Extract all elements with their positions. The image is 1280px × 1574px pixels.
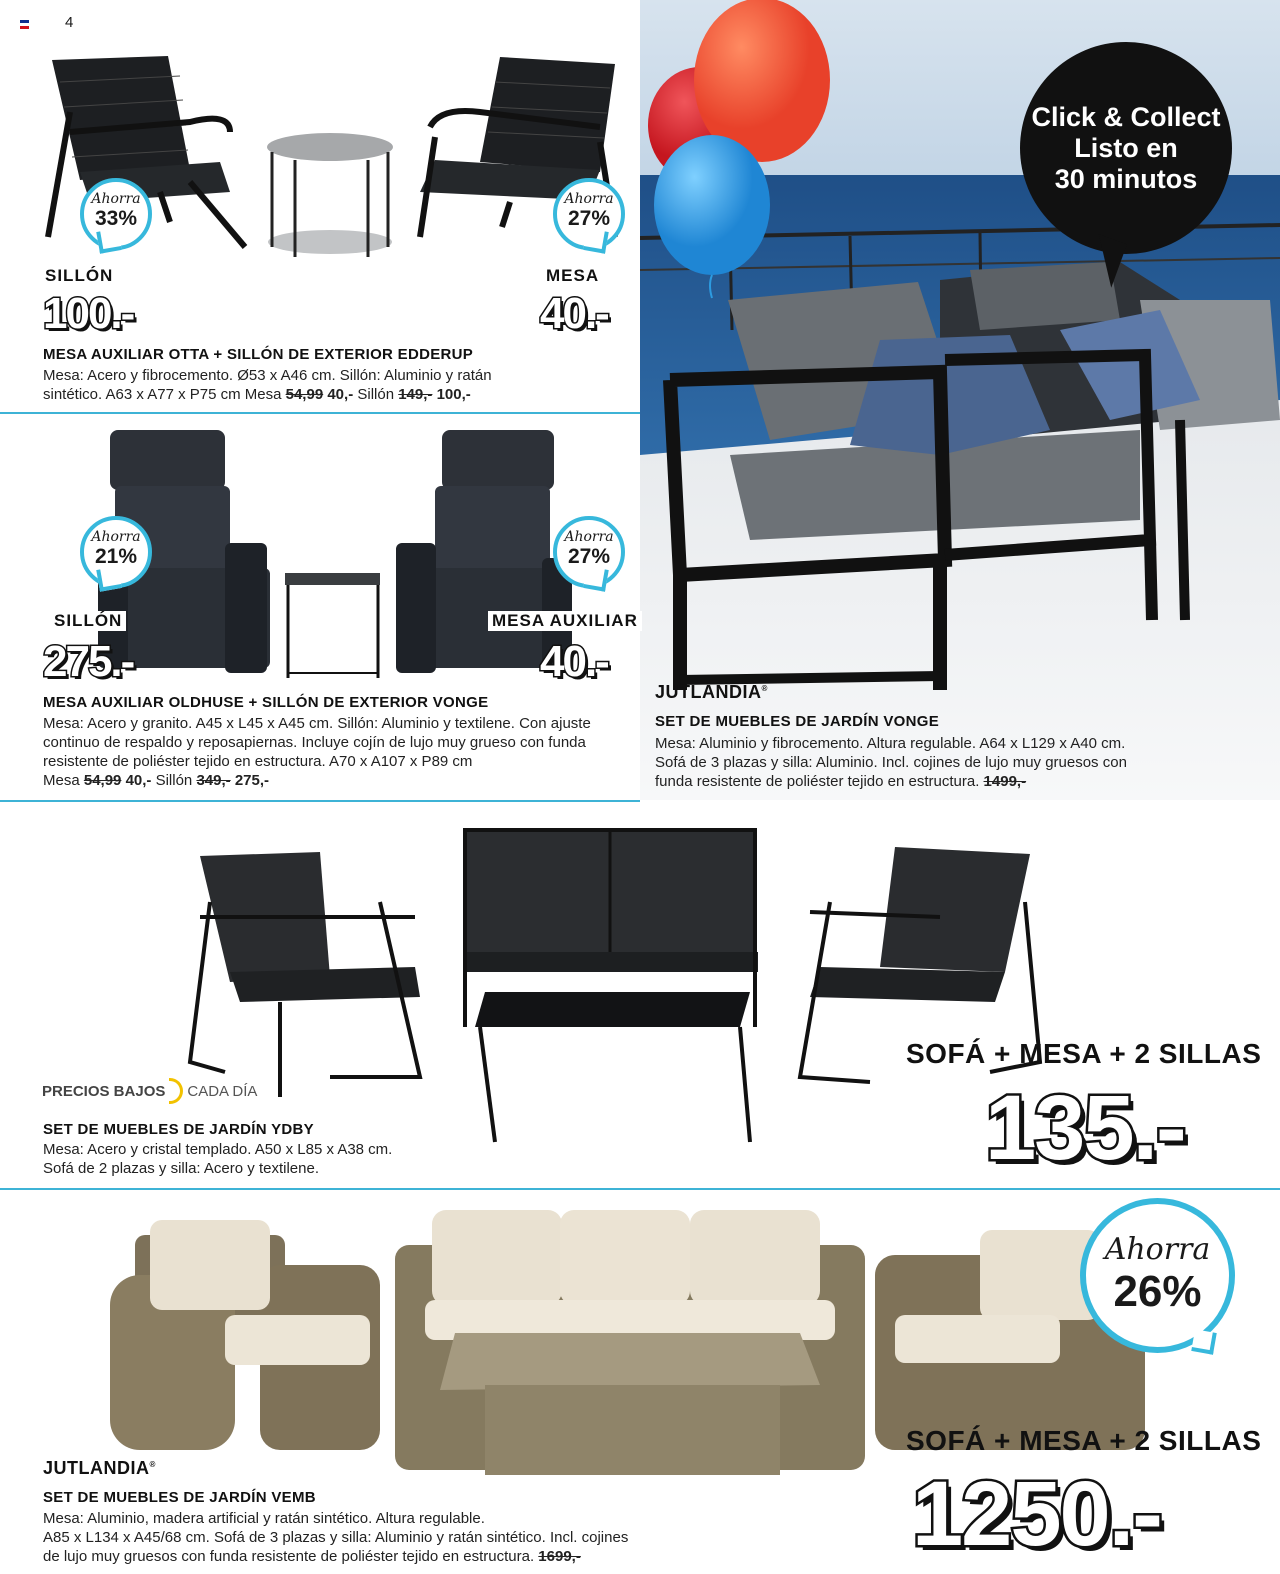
savings-percent: 27% (567, 545, 611, 568)
new-price: 40,- (323, 386, 354, 403)
product-title: SET DE MUEBLES DE JARDÍN YDBY (43, 1121, 314, 1138)
desc-line: continuo de respaldo y reposapiernas. Incluye cojín de lujo muy grueso con funda (43, 734, 586, 751)
savings-label: Ahorra (91, 529, 141, 545)
product-label: MESA (546, 266, 600, 285)
product-desc (43, 366, 633, 404)
badge-sub-text: CADA DÍA (187, 1082, 258, 1100)
old-price: 1499,- (983, 773, 1027, 790)
product-label: SOFÁ + MESA + 2 SILLAS (906, 1425, 1262, 1456)
divider (0, 1188, 1280, 1190)
product-label: MESA AUXILIAR (488, 611, 642, 631)
old-price: 54,99 (285, 386, 324, 403)
click-collect-line: Click & Collect (1031, 102, 1221, 132)
desc-line: resistente de poliéster tejido en estructura. A70 x A107 x P89 cm (43, 753, 473, 770)
desc-line: Sofá de 2 plazas y silla: Acero y textilene. (43, 1160, 319, 1177)
desc-line: Sillón (353, 386, 399, 403)
product-label: SOFÁ + MESA + 2 SILLAS (906, 1038, 1262, 1069)
savings-percent: 21% (94, 545, 138, 568)
price: 135.- (985, 1077, 1185, 1179)
savings-label: Ahorra (91, 191, 141, 207)
savings-bubble (80, 178, 152, 250)
flag-icon (20, 20, 29, 29)
savings-bubble (1080, 1198, 1235, 1353)
product-label: SILLÓN (50, 611, 126, 631)
new-price: 100,- (432, 386, 471, 403)
savings-bubble (553, 516, 625, 588)
product-title: SET DE MUEBLES DE JARDÍN VEMB (43, 1489, 316, 1506)
old-price: 349,- (196, 772, 231, 789)
savings-bubble (553, 178, 625, 250)
price: 40.- (540, 289, 608, 338)
product-label: SILLÓN (45, 266, 114, 285)
divider (0, 412, 640, 414)
old-price: 149,- (398, 386, 433, 403)
product4-brand: JUTLANDIA® (43, 1458, 156, 1478)
divider (0, 800, 640, 802)
hero-title: SET DE MUEBLES DE JARDÍN VONGE (655, 713, 940, 730)
brand-name: JUTLANDIA (43, 1458, 150, 1478)
click-collect-line: Listo en (1074, 133, 1178, 163)
click-collect-badge (1020, 42, 1232, 254)
old-price: 1699,- (538, 1548, 581, 1565)
desc-line: Sofá de 3 plazas y silla: Aluminio. Incl. cojines de lujo muy gruesos con (655, 754, 1127, 771)
desc-line: de lujo muy gruesos con funda resistente de poliéster tejido en estructura. (43, 1548, 539, 1565)
product-desc (43, 1140, 543, 1178)
desc-line: Mesa (43, 772, 84, 789)
price: 275.- (43, 637, 134, 686)
savings-percent: 33% (94, 207, 138, 230)
savings-percent: 26% (1113, 1267, 1202, 1316)
product-title: MESA AUXILIAR OLDHUSE + SILLÓN DE EXTERIOR VONGE (43, 694, 489, 711)
product3-image (180, 822, 1050, 1152)
desc-line: Mesa: Aluminio y fibrocemento. Altura regulable. A64 x L129 x A40 cm. (655, 735, 1126, 752)
price: 100.- (43, 289, 134, 338)
product-desc (43, 714, 638, 790)
brand-name: JUTLANDIA (655, 682, 762, 702)
savings-label: Ahorra (564, 191, 614, 207)
savings-bubble (80, 516, 152, 588)
new-price: 275,- (230, 772, 270, 789)
price: 1250.- (912, 1463, 1161, 1565)
savings-label: Ahorra (564, 529, 614, 545)
product4-image (110, 1205, 1150, 1505)
page-number: 4 (65, 14, 74, 31)
desc-line: Mesa: Acero y cristal templado. A50 x L85 x A38 cm. (43, 1141, 393, 1158)
desc-line: A85 x L134 x A45/68 cm. Sofá de 3 plazas y silla: Aluminio y ratán sintético. Incl. cojines (43, 1529, 629, 1546)
desc-line: sintético. A63 x A77 x P75 cm Mesa (43, 386, 286, 403)
desc-line: Mesa: Aluminio, madera artificial y ratán sintético. Altura regulable. (43, 1510, 485, 1527)
savings-percent: 27% (567, 207, 611, 230)
old-price: 54,99 (83, 772, 122, 789)
product-title: MESA AUXILIAR OTTA + SILLÓN DE EXTERIOR EDDERUP (43, 346, 474, 363)
hero-desc (655, 734, 1275, 791)
desc-line: funda resistente de poliéster tejido en estructura. (655, 773, 980, 790)
savings-label: Ahorra (1104, 1232, 1211, 1267)
new-price: 40,- (121, 772, 152, 789)
desc-line: Sillón (151, 772, 197, 789)
click-collect-line: 30 minutos (1054, 164, 1198, 194)
product-desc (43, 1509, 763, 1566)
desc-line: Mesa: Acero y fibrocemento. Ø53 x A46 cm. Sillón: Aluminio y ratán (43, 367, 492, 384)
badge-main-text: PRECIOS BAJOS (42, 1082, 166, 1100)
price: 40.- (540, 637, 608, 686)
smile-icon (169, 1078, 183, 1104)
hero-brand: JUTLANDIA® (655, 682, 768, 702)
desc-line: Mesa: Acero y granito. A45 x L45 x A45 cm. Sillón: Aluminio y textilene. Con ajuste (43, 715, 591, 732)
precios-bajos-badge (42, 1078, 257, 1104)
